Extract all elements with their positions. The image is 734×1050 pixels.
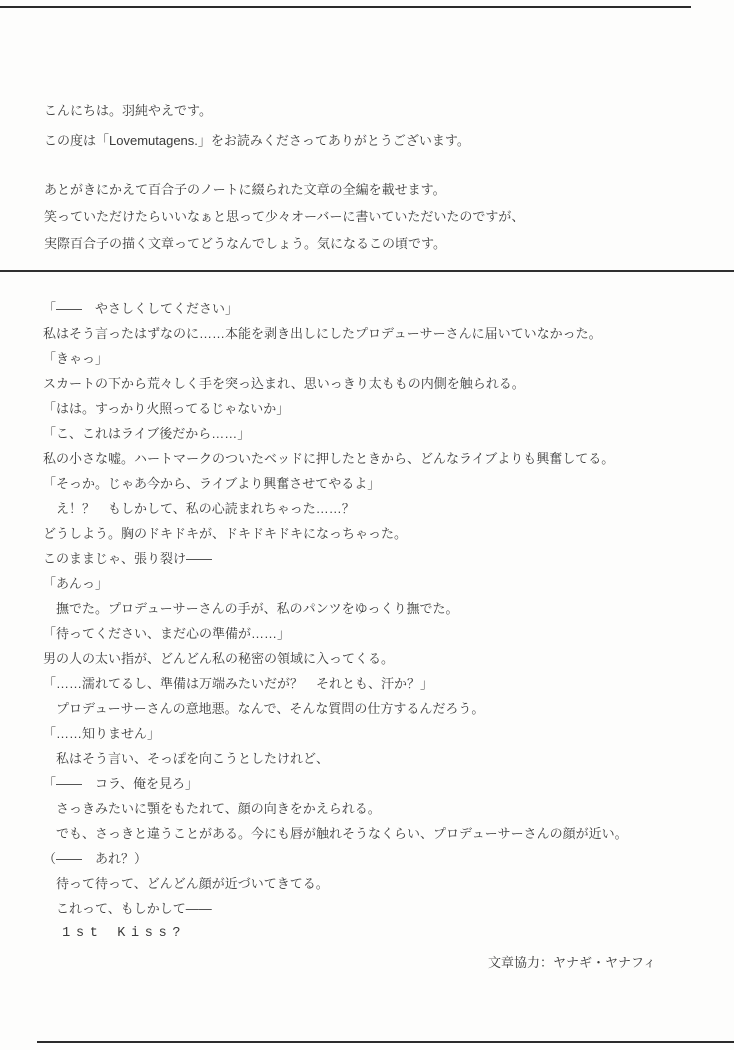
intro-line: あとがきにかえて百合子のノートに綴られた文章の全編を載せます。 [44,182,446,197]
story-line: 私はそう言い、そっぽを向こうとしたけれど、 [43,751,330,766]
story-line: 「―― やさしくしてください」 [43,301,239,316]
intro-paragraph [44,96,694,156]
credit-text: 文章協力：ヤナギ・ヤナフィ [488,955,656,970]
section-divider [0,270,734,272]
story-line: プロデューサーさんの意地悪。なんで、そんな質問の仕方するんだろう。 [43,701,485,716]
story-line: 私の小さな嘘。ハートマークのついたベッドに押したときから、どんなライブよりも興奮してる。 [43,451,615,466]
intro-paragraph [44,176,694,257]
story-line: （―― あれ？） [43,851,148,866]
story-line: 待って待って、どんどん顔が近づいてきてる。 [43,876,329,891]
story-line: 「……知りません」 [43,726,161,741]
story-line: 1st Kiss? [43,926,187,941]
story-line: 私はそう言ったはずなのに……本能を剥き出しにしたプロデューサーさんに届いていなかった。 [43,326,602,341]
story-line: 「そっか。じゃあ今から、ライブより興奮させてやるよ」 [43,476,381,491]
credit-line [488,954,656,972]
story-line: 「……濡れてるし、準備は万端みたいだが？ それとも、汗か？」 [43,676,434,691]
intro-section [44,96,694,257]
story-line: 「あんっ」 [43,576,109,591]
story-line: 「きゃっ」 [43,351,109,366]
story-line: 男の人の太い指が、どんどん私の秘密の領域に入ってくる。 [43,651,395,666]
bottom-rule-divider [37,1041,734,1043]
top-rule-divider [0,6,691,8]
story-line: スカートの下から荒々しく手を突っ込まれ、思いっきり太ももの内側を触られる。 [43,376,525,391]
story-line: 「―― コラ、俺を見ろ」 [43,776,198,791]
story-line: このままじゃ、張り裂け―― [43,551,213,566]
intro-line: こんにちは。羽純やえです。 [44,103,212,118]
story-line: でも、さっきと違うことがある。今にも唇が触れそうなくらい、プロデューサーさんの顔が近い。 [43,826,628,841]
story-line: どうしよう。胸のドキドキが、ドキドキドキになっちゃった。 [43,526,408,541]
intro-line: 実際百合子の描く文章ってどうなんでしょう。気になるこの頃です。 [44,236,446,251]
story-line: 撫でた。プロデューサーさんの手が、私のパンツをゆっくり撫でた。 [43,601,459,616]
story-line: これって、もしかして―― [43,901,212,916]
story-line: さっきみたいに顎をもたれて、顔の向きをかえられる。 [43,801,381,816]
story-line: 「待ってください、まだ心の準備が……」 [43,626,291,641]
story-line: 「はは。すっかり火照ってるじゃないか」 [43,401,290,416]
intro-line: この度は「Lovemutagens.」をお読みくださってありがとうございます。 [44,133,470,148]
story-line: え！？ もしかして、私の心読まれちゃった……？ [43,501,355,516]
story-line: 「こ、これはライブ後だから……」 [43,426,251,441]
intro-line: 笑っていただけたらいいなぁと思って少々オーバーに書いていただいたのですが、 [44,209,525,224]
story-section [43,296,708,946]
